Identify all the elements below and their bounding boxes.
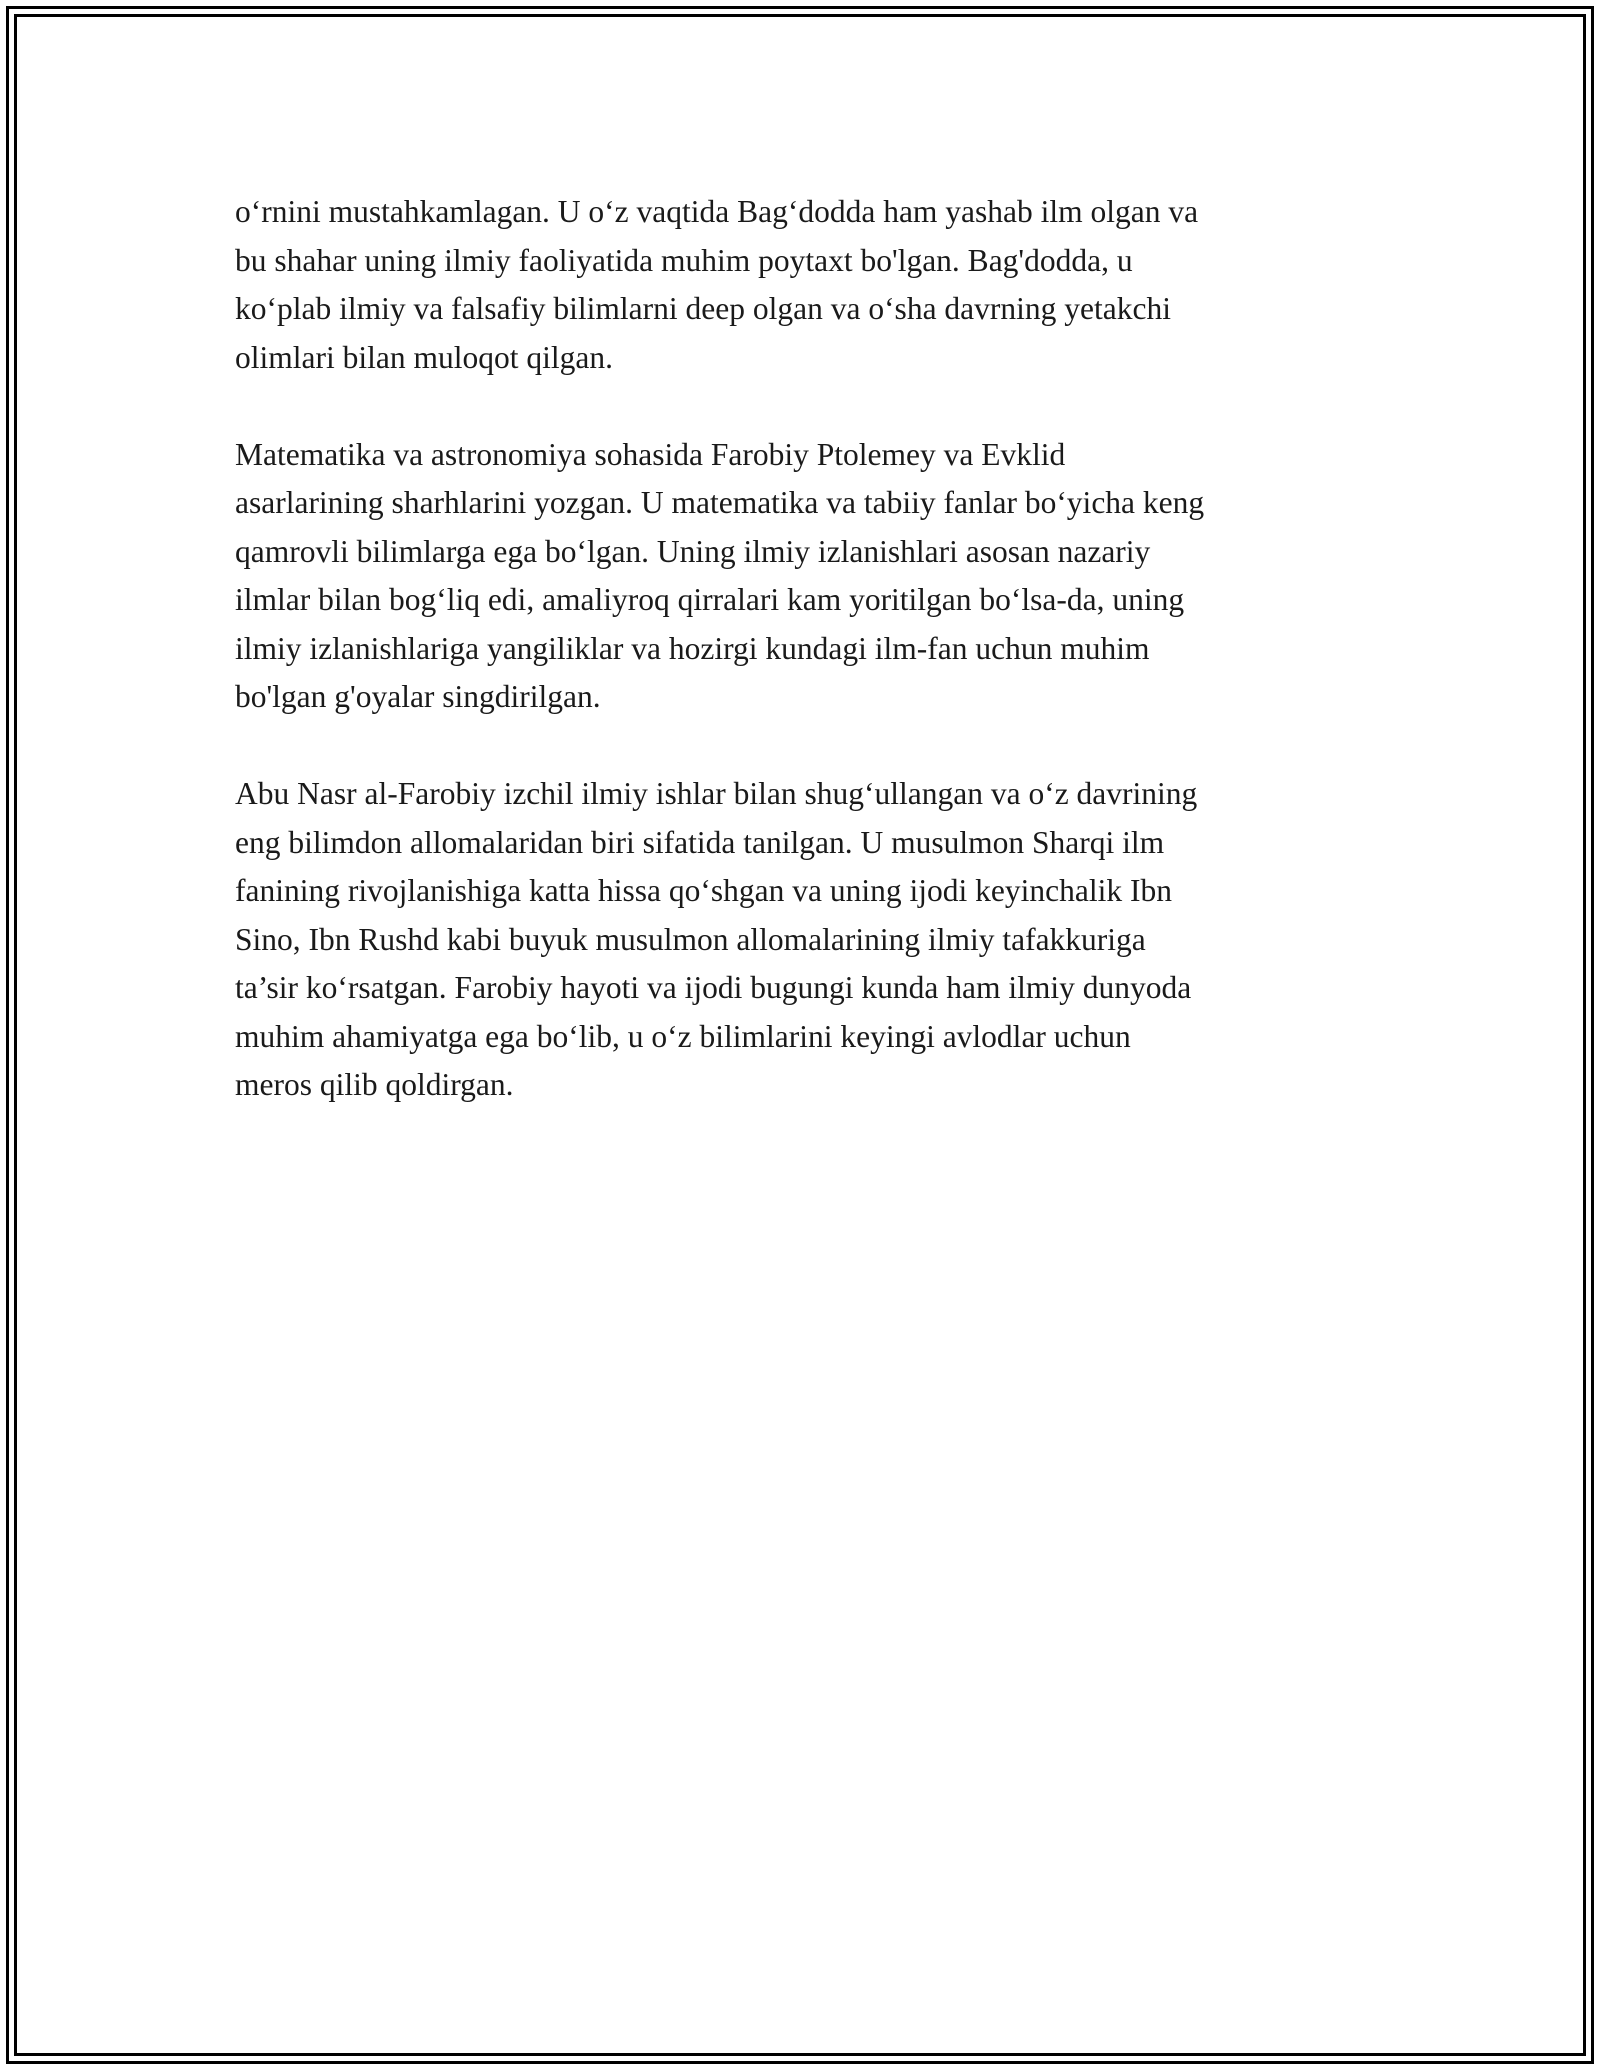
paragraph-3 [235,770,1375,1110]
paragraph-1 [235,188,1375,382]
document-body [235,188,1375,1158]
text-line: meros qilib qoldirgan. [235,1067,514,1102]
text-line: o‘rnini mustahkamlagan. U o‘z vaqtida Bag‘dodda ham yashab ilm olgan va [235,194,1199,229]
text-line: Matematika va astronomiya sohasida Farobiy Ptolemey va Evklid [235,436,1066,472]
text-line: muhim ahamiyatga ega bo‘lib, u o‘z bilimlarini keyingi avlodlar uchun [235,1018,1131,1054]
text-line: eng bilimdon allomalaridan biri sifatida tanilgan. U musulmon Sharqi ilm [235,824,1165,860]
text-line: Sino, Ibn Rushd kabi buyuk musulmon allomalarining ilmiy tafakkuriga [235,921,1146,957]
text-line: ta’sir ko‘rsatgan. Farobiy hayoti va ijodi bugungi kunda ham ilmiy dunyoda [235,970,1192,1005]
text-line: ilmiy izlanishlariga yangiliklar va hozirgi kundagi ilm-fan uchun muhim [235,630,1150,666]
text-line: bu shahar uning ilmiy faoliyatida muhim poytaxt bo'lgan. Bag'dodda, u [235,242,1133,278]
text-line: fanining rivojlanishiga katta hissa qo‘shgan va uning ijodi keyinchalik Ibn [235,873,1172,908]
text-line: ilmlar bilan bog‘liq edi, amaliyroq qirralari kam yoritilgan bo‘lsa-da, uning [235,582,1185,617]
text-line: qamrovli bilimlarga ega bo‘lgan. Uning ilmiy izlanishlari asosan nazariy [235,533,1151,569]
text-line: Abu Nasr al-Farobiy izchil ilmiy ishlar bilan shug‘ullangan va o‘z davrining [235,776,1198,811]
text-line: asarlarining sharhlarini yozgan. U matematika va tabiiy fanlar bo‘yicha keng [235,485,1205,520]
text-line: olimlari bilan muloqot qilgan. [235,339,613,375]
text-line: bo'lgan g'oyalar singdirilgan. [235,679,601,714]
text-line: ko‘plab ilmiy va falsafiy bilimlarni deep olgan va o‘sha davrning yetakchi [235,291,1171,326]
paragraph-2 [235,431,1375,722]
